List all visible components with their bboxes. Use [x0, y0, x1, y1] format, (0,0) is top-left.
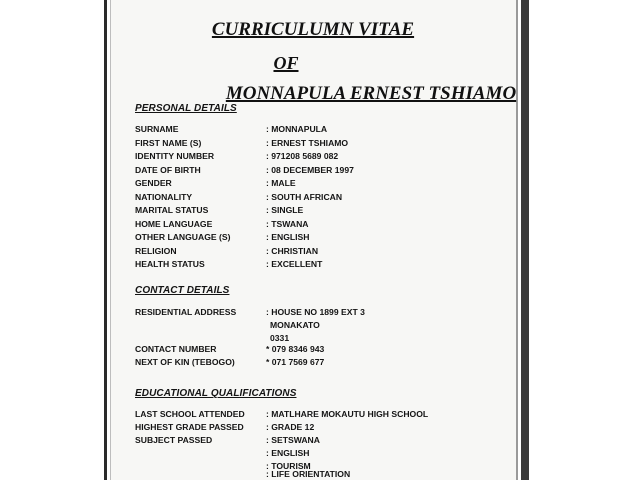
field-value: : ERNEST TSHIAMO: [266, 138, 348, 148]
field-value: : 08 DECEMBER 1997: [266, 165, 354, 175]
field-value: : LIFE ORIENTATION: [266, 469, 350, 479]
field-label: SUBJECT PASSED: [135, 435, 213, 445]
field-label: RESIDENTIAL ADDRESS: [135, 307, 237, 317]
contact-row-next-of-kin: [135, 357, 515, 370]
page-shadow-right: [521, 0, 529, 480]
field-label: HIGHEST GRADE PASSED: [135, 422, 244, 432]
field-label: LAST SCHOOL ATTENDED: [135, 409, 245, 419]
field-value: 0331: [270, 333, 290, 343]
education-row-subject-2: [135, 448, 515, 461]
personal-details-heading: PERSONAL DETAILS: [135, 103, 237, 114]
field-value: : ENGLISH: [266, 448, 309, 458]
field-label: SURNAME: [135, 124, 179, 134]
field-value: : GRADE 12: [266, 422, 314, 432]
contact-row-contact-number: [135, 344, 515, 357]
field-value: : 971208 5689 082: [266, 151, 338, 161]
field-value: : SETSWANA: [266, 435, 320, 445]
contact-row-address-line-2: [135, 320, 515, 333]
field-label: NATIONALITY: [135, 191, 193, 202]
education-row-subjects: [135, 435, 515, 448]
field-value: : TOURISM: [266, 461, 311, 471]
page-shadow-right-inner: [516, 0, 518, 480]
personal-row-marital-status: [135, 205, 515, 218]
educational-qualifications-heading: EDUCATIONAL QUALIFICATIONS: [135, 388, 297, 399]
field-value: : EXCELLENT: [266, 259, 322, 269]
field-label: FIRST NAME (S): [135, 137, 202, 148]
personal-row-first-names: [135, 138, 515, 151]
field-label: MARITAL STATUS: [135, 205, 209, 215]
title-of: OF: [273, 53, 299, 73]
contact-details-heading: CONTACT DETAILS: [135, 285, 230, 296]
personal-row-other-languages: [135, 232, 515, 245]
field-label: NEXT OF KIN (TEBOGO): [135, 357, 235, 367]
personal-row-gender: [135, 178, 515, 191]
personal-row-nationality: [135, 192, 515, 205]
field-label: HEALTH STATUS: [135, 259, 205, 269]
field-value: : MONNAPULA: [266, 124, 327, 134]
education-row-last-school: [135, 409, 515, 422]
field-value: : MALE: [266, 178, 296, 188]
field-label: GENDER: [135, 178, 172, 188]
cv-page: [111, 0, 516, 480]
education-row-highest-grade: [135, 422, 515, 435]
field-label: IDENTITY NUMBER: [135, 151, 215, 161]
field-label: OTHER LANGUAGE (S): [135, 232, 231, 242]
field-label: CONTACT NUMBER: [135, 344, 217, 354]
personal-row-date-of-birth: [135, 165, 515, 178]
personal-row-home-language: [135, 219, 515, 232]
applicant-name: MONNAPULA ERNEST TSHIAMO: [225, 83, 517, 104]
personal-row-health-status: [135, 259, 515, 272]
field-label: RELIGION: [135, 245, 177, 256]
page-shadow-left: [104, 0, 107, 480]
field-label: DATE OF BIRTH: [135, 164, 201, 175]
field-value: : HOUSE NO 1899 EXT 3: [266, 307, 365, 317]
education-row-subject-4: [135, 469, 515, 482]
field-label: HOME LANGUAGE: [135, 218, 213, 229]
field-value: : ENGLISH: [266, 232, 309, 242]
personal-row-identity-number: [135, 151, 515, 164]
field-value: : MATLHARE MOKAUTU HIGH SCHOOL: [266, 409, 428, 419]
field-value: : SOUTH AFRICAN: [266, 192, 342, 202]
personal-row-surname: [135, 124, 515, 137]
document-title: CURRICULUMN VITAE: [211, 19, 415, 40]
personal-row-religion: [135, 246, 515, 259]
field-value: : CHRISTIAN: [266, 246, 318, 256]
field-value: * 071 7569 677: [266, 357, 324, 367]
field-value: : SINGLE: [266, 205, 303, 215]
field-value: : TSWANA: [266, 219, 309, 229]
contact-row-address: [135, 307, 515, 320]
field-value: MONAKATO: [270, 320, 320, 330]
field-value: * 079 8346 943: [266, 344, 324, 354]
